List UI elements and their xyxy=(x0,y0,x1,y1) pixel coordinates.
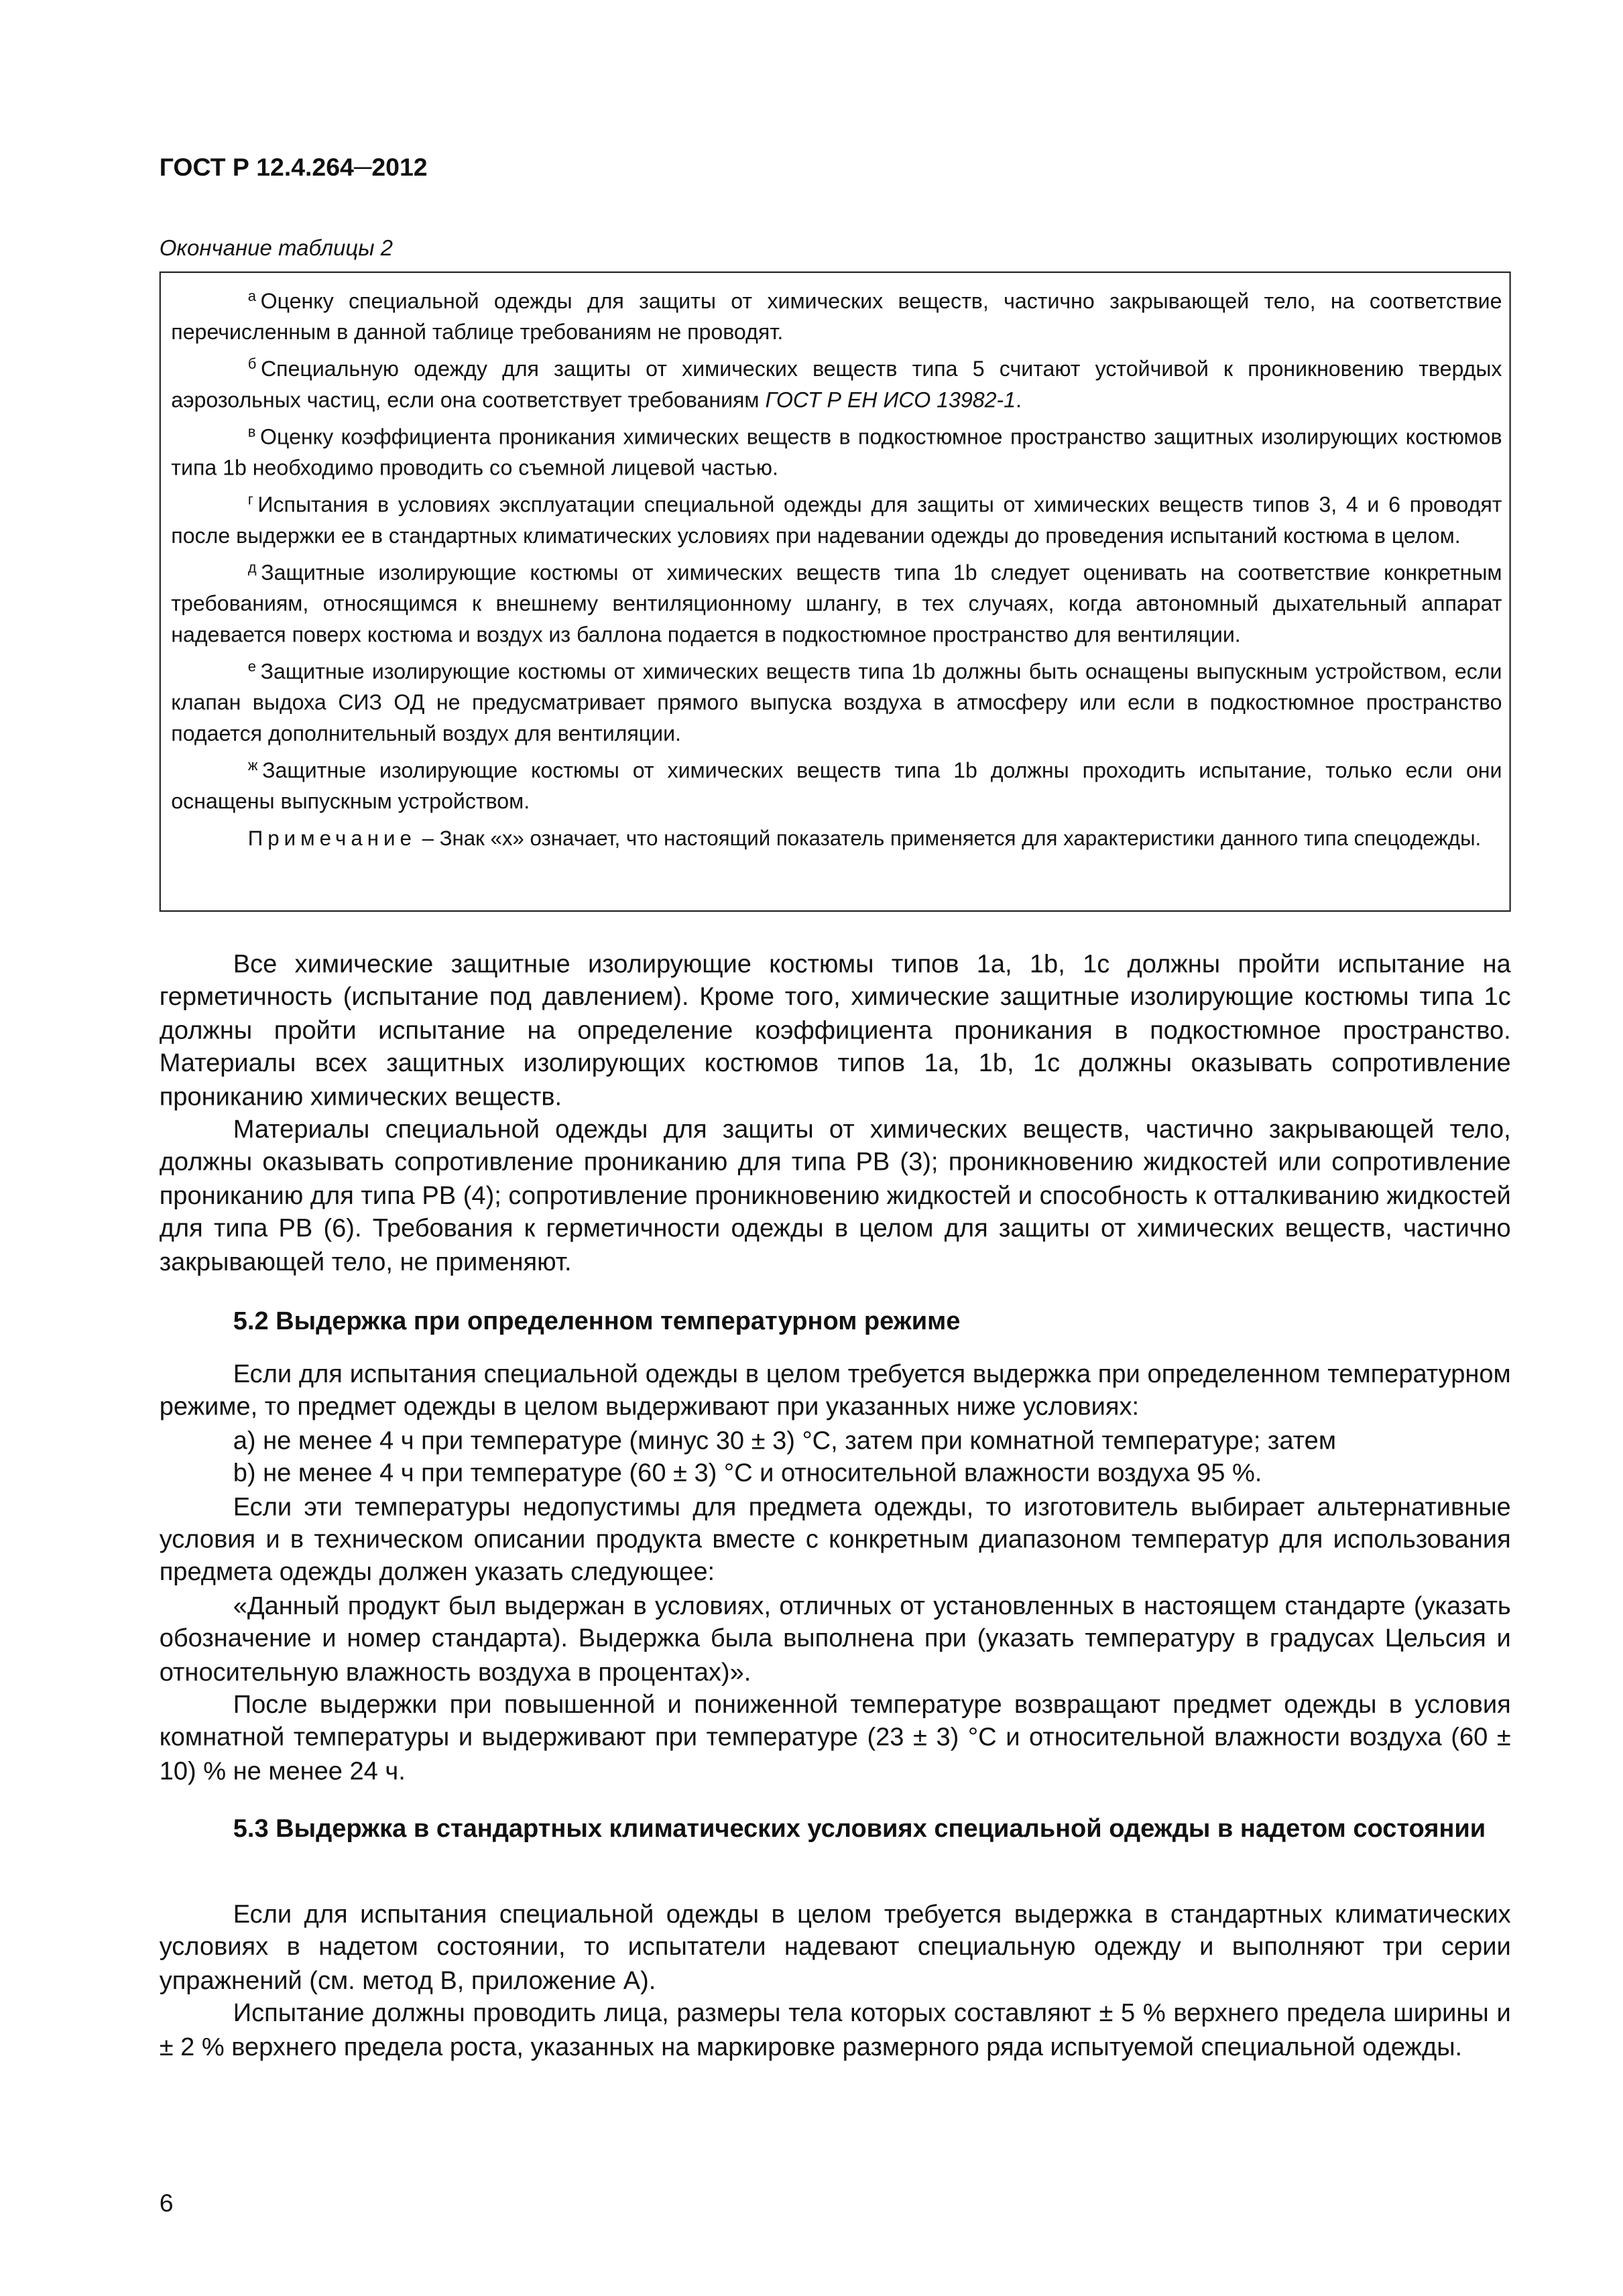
footnote-text: Оценку специальной одежды для защиты от химических веществ, частично закрывающей тело, на соответствие перечисленным в данной таблице требованиям не проводят. xyxy=(171,290,1502,346)
paragraph: Если эти температуры недопустимы для предмета одежды, то изготовитель выбирает альтернативные условия и в техническом описании продукта вместе с конкретным диапазоном температур для использования предмета одежды должен указать следующее: xyxy=(159,1491,1511,1587)
footnote-tail: . xyxy=(1016,389,1022,414)
footnote-mark: а xyxy=(247,289,256,306)
list-item-a: a) не менее 4 ч при температуре (минус 30 ± 3) °С, затем при комнатной температуре; затем xyxy=(233,1425,1336,1455)
body-text-block-2 xyxy=(160,1357,1511,1787)
page-number: 6 xyxy=(159,2189,174,2218)
note-text: – Знак «х» означает, что настоящий показатель применяется для характеристики данного типа спецодежды. xyxy=(416,827,1482,851)
section-heading-5-2: 5.2 Выдержка при определенном температурном режиме xyxy=(233,1305,961,1335)
footnote-text: Оценку коэффициента проникания химических веществ в подкостюмное пространство защитных изолирующих костюмов типа 1b необходимо проводить со съемной лицевой частью. xyxy=(171,426,1502,481)
list-item-b: b) не менее 4 ч при температуре (60 ± 3) °С и относительной влажности воздуха 95 %. xyxy=(233,1457,1262,1488)
body-text-block-1 xyxy=(160,947,1511,1278)
footnote-mark: е xyxy=(247,659,256,676)
footnote-b xyxy=(171,350,1502,418)
paragraph: После выдержки при повышенной и пониженной температуре возвращают предмет одежды в условия комнатной температуры и выдерживают при температуре (23 ± 3) °С и относительной влажности воздуха (60 ± 10) % не менее 24 ч. xyxy=(159,1689,1511,1785)
section-heading-5-2-wrap xyxy=(160,1305,1511,1337)
footnote-text: Защитные изолирующие костюмы от химических веществ типа 1b следует оценивать на соответствие конкретным требованиям, относящимся к внешнему вентиляционному шлангу, в тех случаях, когда автономный дыхательный аппарат надевается поверх костюма и воздух из баллона подается в подкостюмное пространство для вентиляции. xyxy=(171,562,1502,648)
footnote-text: Защитные изолирующие костюмы от химических веществ типа 1b должны быть оснащены выпускным устройством, если клапан выдоха СИЗ ОД не предусматривает прямого выпуска воздуха в атмосферу или если в подкостюмное пространство подается дополнительный воздух для вентиляции. xyxy=(171,661,1502,747)
paragraph: Если для испытания специальной одежды в целом требуется выдержка в стандартных климатических условиях в надетом состоянии, то испытатели надевают специальную одежду и выполняют три серии упражнений (см. метод B, приложение А). xyxy=(159,1898,1511,1995)
paragraph: Материалы специальной одежды для защиты от химических веществ, частично закрывающей тело, должны оказывать сопротивление прониканию для типа PB (3); проникновению жидкостей или сопротивление прониканию для типа PB (4); сопротивление проникновению жидкостей и способность к отталкиванию жидкостей для типа PB (6). Требования к герметичности одежды в целом для защиты от химических веществ, частично закрывающей тело, не применяют. xyxy=(159,1113,1511,1276)
document-header: ГОСТ Р 12.4.264─2012 xyxy=(159,153,428,182)
footnote-zh xyxy=(171,751,1502,819)
footnote-e xyxy=(171,652,1502,751)
paragraph: Испытание должны проводить лица, размеры тела которых составляют ± 5 % верхнего предела ширины и ± 2 % верхнего предела роста, указанных на маркировке размерного ряда испытуемой специальной одежды. xyxy=(159,1998,1511,2061)
footnote-d xyxy=(171,553,1502,652)
footnote-a xyxy=(171,282,1502,349)
section-heading-5-3: 5.3 Выдержка в стандартных климатических условиях специальной одежды в надетом состоянии xyxy=(233,1813,1486,1843)
footnote-mark: д xyxy=(247,560,257,577)
section-heading-5-3-wrap xyxy=(160,1812,1511,1845)
footnote-text: Испытания в условиях эксплуатации специальной одежды для защиты от химических веществ типов 3, 4 и 6 проводят после выдержки ее в стандартных климатических условиях при надевании одежды до проведения испытаний костюма в целом. xyxy=(171,494,1502,549)
footnote-mark: в xyxy=(247,424,256,442)
note-label: Примечание xyxy=(247,827,416,851)
footnote-mark: ж xyxy=(247,758,258,775)
footnote-text: Специальную одежду для защиты от химических веществ типа 5 считают устойчивой к проникновению твердых аэрозольных частиц, если она соответствует требованиям xyxy=(171,358,1502,414)
table-continuation-caption: Окончание таблицы 2 xyxy=(159,236,394,261)
paragraph: Все химические защитные изолирующие костюмы типов 1a, 1b, 1c должны пройти испытание на герметичность (испытание под давлением). Кроме того, химические защитные изолирующие костюмы типа 1c должны пройти испытание на определение коэффициента проникания в подкостюмное пространство. Материалы всех защитных изолирующих костюмов типов 1a, 1b, 1c должны оказывать сопротивление прониканию химических веществ. xyxy=(159,949,1511,1111)
body-text-block-3 xyxy=(160,1897,1511,2063)
footnote-g xyxy=(171,485,1502,553)
footnote-mark: г xyxy=(247,493,253,509)
footnote-text: Защитные изолирующие костюмы от химических веществ типа 1b должны проходить испытание, только если они оснащены выпускным устройством. xyxy=(171,760,1502,814)
standard-reference: ГОСТ Р ЕН ИСО 13982-1 xyxy=(765,389,1016,414)
footnote-mark: б xyxy=(247,357,257,373)
footnote-v xyxy=(171,418,1502,485)
table-footnotes-box xyxy=(160,271,1511,912)
paragraph: Если для испытания специальной одежды в целом требуется выдержка при определенном температурном режиме, то предмет одежды в целом выдерживают при указанных ниже условиях: xyxy=(159,1359,1511,1422)
table-note xyxy=(171,825,1502,855)
quoted-paragraph: «Данный продукт был выдержан в условиях, отличных от установленных в настоящем стандарте (указать обозначение и номер стандарта). Выдержка была выполнена при (указать температуру в градусах Цельсия и относительную влажность воздуха в процентах)». xyxy=(159,1590,1511,1686)
